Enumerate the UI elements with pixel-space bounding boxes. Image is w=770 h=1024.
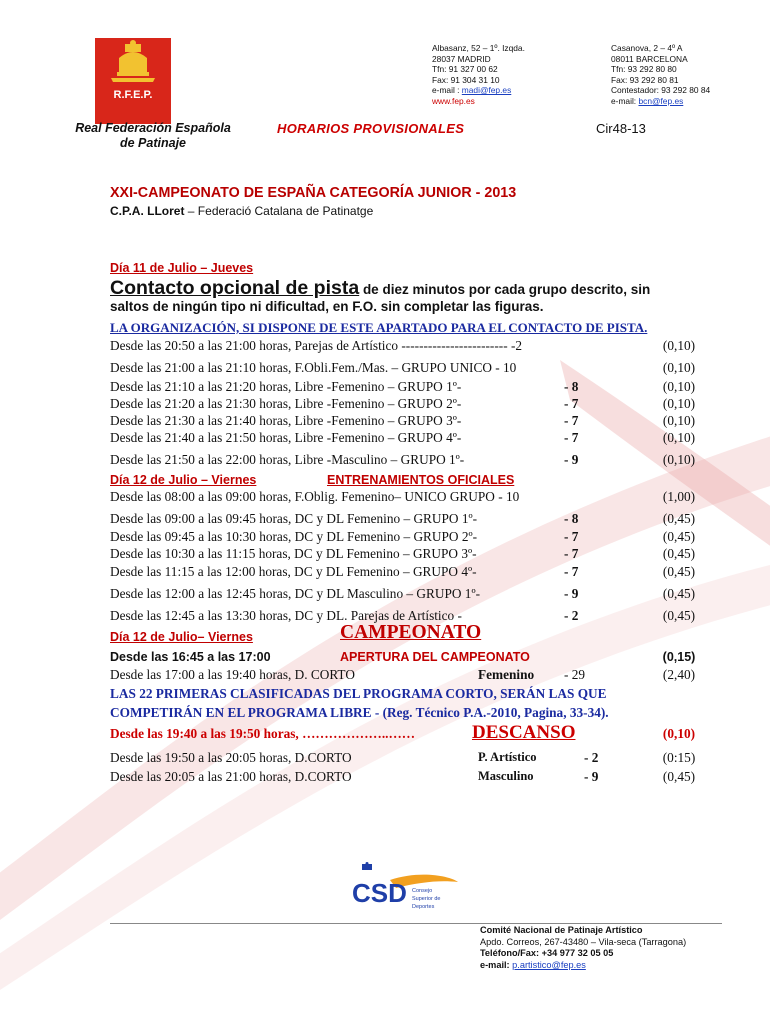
day3-header: Día 12 de Julio– Viernes [110,630,253,644]
row-desc: Desde las 21:00 a las 21:10 horas, F.Obli.Fem./Mas. – GRUPO UNICO - 10 [110,360,517,375]
row-number: - 2 [564,608,579,623]
club-name: C.P.A. LLoret [110,204,185,218]
row-desc: Desde las 21:10 a las 21:20 horas, Libre -Femenino – GRUPO 1º- [110,379,462,394]
schedule-row [110,337,700,354]
apertura-label: APERTURA DEL CAMPEONATO [340,650,530,664]
row-desc: Desde las 12:45 a las 13:30 horas, DC y DL. Parejas de Artístico - [110,608,462,623]
row-number: - 2 [584,750,599,765]
row-desc: Desde las 08:00 a las 09:00 horas, F.Oblig. Femenino– UNICO GRUPO - 10 [110,489,520,504]
contacto-line [110,277,650,300]
row-score: (0,45) [662,586,696,601]
row-desc: Desde las 12:00 a las 12:45 horas, DC y DL Masculino – GRUPO 1º- [110,586,480,601]
row-desc: Desde las 21:30 a las 21:40 horas, Libre -Femenino – GRUPO 3º- [110,413,462,428]
schedule-row [110,749,700,766]
committee-phone: Teléfono/Fax: +34 977 32 05 05 [480,948,614,959]
committee-email-link[interactable]: p.artistico@fep.es [512,959,586,970]
descanso-row [110,723,700,743]
csd-text: CSD [352,878,407,908]
notice-line1: LAS 22 PRIMERAS CLASIFICADAS DEL PROGRAMA CORTO, SERÁN LAS QUE [110,686,607,701]
row-score: (0,45) [662,546,696,561]
row-desc: Desde las 11:15 a las 12:00 horas, DC y DL Femenino – GRUPO 4º- [110,564,477,579]
organization-note: LA ORGANIZACIÓN, SI DISPONE DE ESTE APARTADO PARA EL CONTACTO DE PISTA. [110,320,648,335]
row-desc: Desde las 21:20 a las 21:30 horas, Libre -Femenino – GRUPO 2º- [110,396,462,411]
descanso-label: DESCANSO [472,722,576,743]
bcn-fax: Fax: 93 292 80 81 [611,74,679,85]
schedule-row [110,585,700,602]
row-desc: Desde las 21:50 a las 22:00 horas, Libre -Masculino – GRUPO 1º- [110,452,465,467]
csd-small3: Deportes [412,904,435,910]
bcn-contestador: Contestador: 93 292 80 84 [611,85,711,96]
schedule-row [110,488,700,505]
madrid-email-label: e-mail : [432,85,462,96]
schedule-row [110,451,700,468]
row-number: - 9 [564,452,579,467]
entrenamientos-heading: ENTRENAMIENTOS OFICIALES [327,473,515,487]
schedule-row [110,429,700,446]
row-desc: Desde las 20:50 a las 21:00 horas, Parejas de Artístico ------------------------ -2 [110,338,523,353]
row-number: - 7 [564,564,579,579]
madrid-city: 28037 MADRID [432,53,491,64]
schedule-row [110,378,700,395]
row-number: - 7 [564,396,579,411]
federation-name [58,121,248,151]
committee-address: Apdo. Correos, 267-43480 – Vila-seca (Tarragona) [480,936,687,947]
row-number: - 8 [564,379,579,394]
row-category: Masculino [478,769,534,783]
footer-divider [110,923,722,924]
schedule-row [110,528,700,545]
horarios-heading: HORARIOS PROVISIONALES [277,121,465,136]
apertura-row [110,650,700,666]
row-desc: Desde las 21:40 a las 21:50 horas, Libre -Femenino – GRUPO 4º- [110,430,462,445]
row-number: - 8 [564,511,579,526]
row-desc: Desde las 19:50 a las 20:05 horas, D.CORTO [110,750,352,765]
campeonato-heading: CAMPEONATO [340,622,482,643]
row-score: (0,45) [662,511,696,526]
apertura-score: (0,15) [662,650,696,664]
row-score: (0,45) [662,769,696,784]
schedule-row [110,545,700,562]
schedule-row [110,395,700,412]
schedule-row [110,563,700,580]
bcn-street: Casanova, 2 – 4º A [611,43,683,53]
row-score: (0,10) [662,430,696,445]
row-desc: Desde las 20:05 a las 21:00 horas, D.CORTO [110,769,352,784]
row-desc: Desde las 09:45 a las 10:30 horas, DC y DL Femenino – GRUPO 2º- [110,529,478,544]
rfep-logo [95,38,171,124]
madrid-tfn: Tfn: 91 327 00 62 [432,64,498,75]
row-number: - 7 [564,430,579,445]
federation-line2: de Patinaje [120,136,186,150]
corto-femenino-row [110,666,700,683]
contacto-line2: saltos de ningún tipo ni dificultad, en F.O. sin completar las figuras. [110,299,544,314]
contacto-rest: de diez minutos por cada grupo descrito, sin [359,282,651,297]
classification-notice [110,684,710,722]
descanso-desc: Desde las 19:40 a las 19:50 horas, ………………..…… [110,726,416,741]
row-category: P. Artístico [478,750,537,764]
madrid-web-link[interactable]: www.fep.es [432,95,475,106]
row-desc: Desde las 10:30 a las 11:15 horas, DC y DL Femenino – GRUPO 3º- [110,546,477,561]
row-desc: Desde las 17:00 a las 19:40 horas, D. CORTO [110,667,355,682]
madrid-email-link[interactable]: madi@fep.es [461,85,512,96]
bcn-email-label: e-mail: [611,95,639,106]
row-score: (0,10) [662,413,696,428]
csd-small2: Superior de [412,896,441,902]
federation-catalana: – Federació Catalana de Patinatge [184,204,374,218]
row-score: (2,40) [662,667,696,682]
row-score: (0,10) [662,396,696,411]
csd-small1: Consejo [412,888,433,894]
row-score: (0,10) [662,379,696,394]
bcn-email-link[interactable]: bcn@fep.es [638,95,684,106]
row-desc: Desde las 09:00 a las 09:45 horas, DC y DL Femenino – GRUPO 1º- [110,511,478,526]
contacto-big: Contacto opcional de pista [110,277,360,299]
row-number: - 7 [564,413,579,428]
committee-email-label: e-mail: [480,959,513,970]
apertura-time: Desde las 16:45 a las 17:00 [110,650,271,664]
row-number: - 7 [564,529,579,544]
row-score: (1,00) [662,489,696,504]
row-number: - 9 [564,586,579,601]
schedule-row [110,359,700,376]
row-score: (0:15) [662,750,696,765]
notice-line2: COMPETIRÁN EN EL PROGRAMA LIBRE - (Reg. Técnico P.A.-2010, Pagina, 33-34). [110,705,609,720]
schedule-row [110,412,700,429]
committee-contact [480,925,686,971]
row-score: (0,10) [662,338,696,353]
document-title: XXI-CAMPEONATO DE ESPAÑA CATEGORÍA JUNIOR - 2013 [110,185,517,201]
row-score: (0,45) [662,529,696,544]
madrid-fax: Fax: 91 304 31 10 [432,74,500,85]
descanso-score: (0,10) [662,726,696,741]
logo-text: R.F.E.P. [113,89,153,101]
row-number: - 9 [584,769,599,784]
schedule-row [110,510,700,527]
madrid-address [432,43,525,107]
csd-logo [350,862,460,922]
row-score: (0,10) [662,360,696,375]
barcelona-address [611,43,710,107]
row-category: Femenino [478,667,535,682]
madrid-street: Albasanz, 52 – 1º. Izqda. [432,43,525,53]
row-number: - 29 [564,667,586,682]
document-subtitle [110,204,373,218]
circular-number: Cir48-13 [596,121,646,136]
bcn-city: 08011 BARCELONA [611,53,688,64]
day1-header: Día 11 de Julio – Jueves [110,261,254,275]
row-score: (0,45) [662,564,696,579]
schedule-row [110,768,700,785]
row-number: - 7 [564,546,579,561]
day2-header: Día 12 de Julio – Viernes [110,473,257,487]
row-score: (0,10) [662,452,696,467]
bcn-tfn: Tfn: 93 292 80 80 [611,64,677,75]
committee-name: Comité Nacional de Patinaje Artístico [480,925,643,935]
federation-line1: Real Federación Española [75,121,231,135]
row-score: (0,45) [662,608,696,623]
